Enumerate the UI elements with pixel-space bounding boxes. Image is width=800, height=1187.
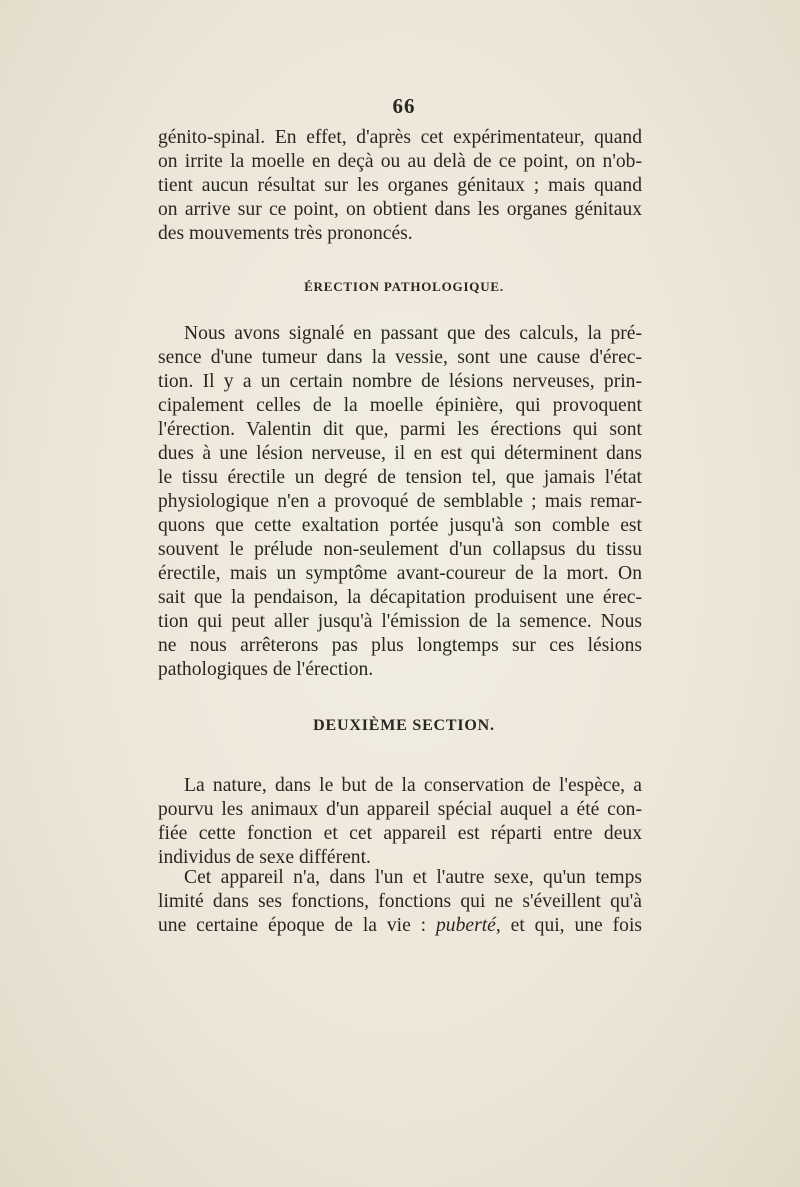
- text-line: on arrive sur ce point, on obtient dans les organes génitaux: [158, 199, 642, 220]
- text-line: pourvu les animaux d'un appareil spécial auquel a été con-: [158, 799, 642, 820]
- italic-term: puberté: [436, 915, 496, 936]
- section-heading-second-section: DEUXIÈME SECTION.: [313, 717, 495, 734]
- text-line: l'érection. Valentin dit que, parmi les érections qui sont: [158, 419, 642, 440]
- text-line: sence d'une tumeur dans la vessie, sont une cause d'érec-: [158, 347, 642, 368]
- text-line: Nous avons signalé en passant que des calculs, la pré-: [184, 323, 642, 344]
- text-line: tion qui peut aller jusqu'à l'émission de la semence. Nous: [158, 611, 642, 632]
- text-line-with-italic: [158, 914, 642, 938]
- text-fragment: une certaine époque de la vie :: [158, 915, 436, 936]
- text-line: dues à une lésion nerveuse, il en est qui déterminent dans: [158, 443, 642, 464]
- text-line: on irrite la moelle en deçà ou au delà de ce point, on n'ob-: [158, 151, 642, 172]
- text-line: fiée cette fonction et cet appareil est réparti entre deux: [158, 823, 642, 844]
- paragraph-1: [158, 126, 642, 246]
- text-line: La nature, dans le but de la conservation de l'espèce, a: [184, 775, 642, 796]
- paragraph-2: [158, 322, 642, 682]
- text-line: le tissu érectile un degré de tension tel, que jamais l'état: [158, 467, 642, 488]
- text-line: tient aucun résultat sur les organes génitaux ; mais quand: [158, 175, 642, 196]
- paragraph-4: [158, 866, 642, 938]
- text-line: ne nous arrêterons pas plus longtemps sur ces lésions: [158, 635, 642, 656]
- text-line: pathologiques de l'érection.: [158, 659, 374, 680]
- section-heading-pathological-erection: ÉRECTION PATHOLOGIQUE.: [304, 279, 504, 294]
- text-line: souvent le prélude non-seulement d'un collapsus du tissu: [158, 539, 642, 560]
- text-line: sait que la pendaison, la décapitation produisent une érec-: [158, 587, 642, 608]
- text-line: érectile, mais un symptôme avant-coureur de la mort. On: [158, 563, 642, 584]
- text-line: quons que cette exaltation portée jusqu'à son comble est: [158, 515, 642, 536]
- page-number: 66: [392, 94, 416, 118]
- text-line: physiologique n'en a provoqué de semblable ; mais remar-: [158, 491, 642, 512]
- text-line: limité dans ses fonctions, fonctions qui ne s'éveillent qu'à: [158, 891, 642, 912]
- text-line: individus de sexe différent.: [158, 847, 371, 868]
- text-line: des mouvements très prononcés.: [158, 223, 413, 244]
- text-fragment: , et qui, une fois: [495, 915, 643, 936]
- text-line: cipalement celles de la moelle épinière, qui provoquent: [158, 395, 642, 416]
- paragraph-3: [158, 774, 642, 870]
- text-line: tion. Il y a un certain nombre de lésions nerveuses, prin-: [158, 371, 642, 392]
- text-line: Cet appareil n'a, dans l'un et l'autre sexe, qu'un temps: [184, 867, 642, 888]
- text-line: génito-spinal. En effet, d'après cet expérimentateur, quand: [158, 127, 642, 148]
